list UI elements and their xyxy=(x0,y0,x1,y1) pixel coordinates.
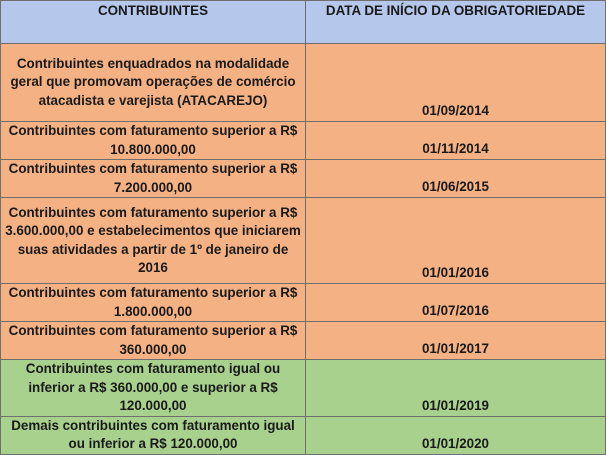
table-row xyxy=(1,160,606,198)
date-cell: 01/07/2016 xyxy=(306,284,606,322)
date-cell: 01/01/2016 xyxy=(306,198,606,284)
header-data-inicio: DATA DE INÍCIO DA OBRIGATORIEDADE xyxy=(306,1,606,44)
table-row xyxy=(1,416,606,454)
table-row xyxy=(1,322,606,360)
table-row xyxy=(1,284,606,322)
date-cell: 01/01/2019 xyxy=(306,360,606,417)
contribuinte-cell: Contribuintes com faturamento superior a R$ 360.000,00 xyxy=(1,322,306,360)
contribuinte-cell: Demais contribuintes com faturamento igual ou inferior a R$ 120.000,00 xyxy=(1,416,306,454)
table-row xyxy=(1,122,606,160)
contribuinte-cell: Contribuintes com faturamento superior a R$ 10.800.000,00 xyxy=(1,122,306,160)
date-cell: 01/01/2020 xyxy=(306,416,606,454)
table-row xyxy=(1,44,606,122)
date-cell: 01/09/2014 xyxy=(306,44,606,122)
contribuinte-cell: Contribuintes com faturamento superior a R$ 7.200.000,00 xyxy=(1,160,306,198)
header-contribuintes: CONTRIBUINTES xyxy=(1,1,306,44)
contribuinte-cell: Contribuintes com faturamento igual ou inferior a R$ 360.000,00 e superior a R$ 120.000,00 xyxy=(1,360,306,417)
table-row xyxy=(1,360,606,417)
header-row xyxy=(1,1,606,44)
date-cell: 01/06/2015 xyxy=(306,160,606,198)
contribuinte-cell: Contribuintes enquadrados na modalidade geral que promovam operações de comércio atacadista e varejista (ATACAREJO) xyxy=(1,44,306,122)
date-cell: 01/01/2017 xyxy=(306,322,606,360)
contribuinte-cell: Contribuintes com faturamento superior a R$ 1.800.000,00 xyxy=(1,284,306,322)
date-cell: 01/11/2014 xyxy=(306,122,606,160)
table-row xyxy=(1,198,606,284)
contribuinte-cell: Contribuintes com faturamento superior a R$ 3.600.000,00 e estabelecimentos que iniciarem suas atividades a partir de 1º de janeiro de 2016 xyxy=(1,198,306,284)
